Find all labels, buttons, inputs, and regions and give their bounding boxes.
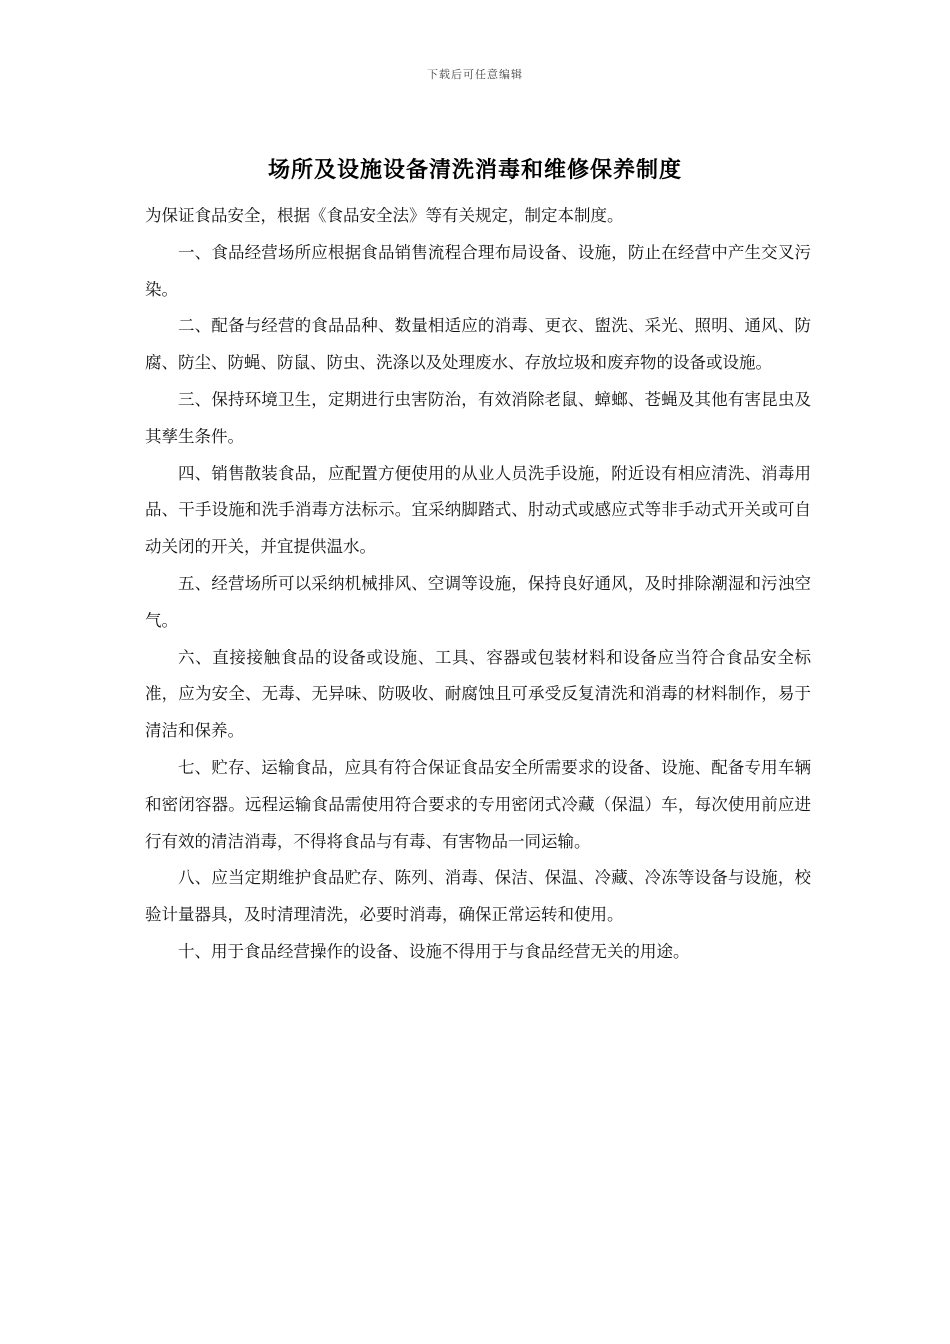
clause-6: 六、直接接触食品的设备或设施、工具、容器或包装材料和设备应当符合食品安全标准，应为安全、无毒、无异味、防吸收、耐腐蚀且可承受反复清洗和消毒的材料制作，易于清洁和保养。 <box>145 647 811 741</box>
document-body <box>145 198 811 971</box>
header-note: 下载后可任意编辑 <box>427 68 523 81</box>
clause-3: 三、保持环境卫生，定期进行虫害防治，有效消除老鼠、蟑螂、苍蝇及其他有害昆虫及其孳生条件。 <box>145 389 811 446</box>
clause-5: 五、经营场所可以采纳机械排风、空调等设施，保持良好通风，及时排除潮湿和污浊空气。 <box>145 573 811 630</box>
document-title: 场所及设施设备清洗消毒和维修保养制度 <box>267 158 682 183</box>
clause-7: 七、贮存、运输食品，应具有符合保证食品安全所需要求的设备、设施、配备专用车辆和密闭容器。远程运输食品需使用符合要求的专用密闭式冷藏（保温）车，每次使用前应进行有效的清洁消毒，不得将食品与有毒、有害物品一同运输。 <box>145 757 811 851</box>
intro-paragraph: 为保证食品安全，根据《食品安全法》等有关规定，制定本制度。 <box>145 206 624 225</box>
clause-10: 十、用于食品经营操作的设备、设施不得用于与食品经营无关的用途。 <box>178 941 690 961</box>
clause-8: 八、应当定期维护食品贮存、陈列、消毒、保洁、保温、冷藏、冷冻等设备与设施，校验计量器具，及时清理清洗，必要时消毒，确保正常运转和使用。 <box>145 868 811 925</box>
clause-4: 四、销售散装食品，应配置方便使用的从业人员洗手设施，附近设有相应清洗、消毒用品、干手设施和洗手消毒方法标示。宜采纳脚踏式、肘动式或感应式等非手动式开关或可自动关闭的开关，并宜提供温水。 <box>145 463 811 557</box>
clause-1: 一、食品经营场所应根据食品销售流程合理布局设备、设施，防止在经营中产生交叉污染。 <box>145 242 811 299</box>
clause-2: 二、配备与经营的食品品种、数量相适应的消毒、更衣、盥洗、采光、照明、通风、防腐、防尘、防蝇、防鼠、防虫、洗涤以及处理废水、存放垃圾和废弃物的设备或设施。 <box>145 316 811 373</box>
